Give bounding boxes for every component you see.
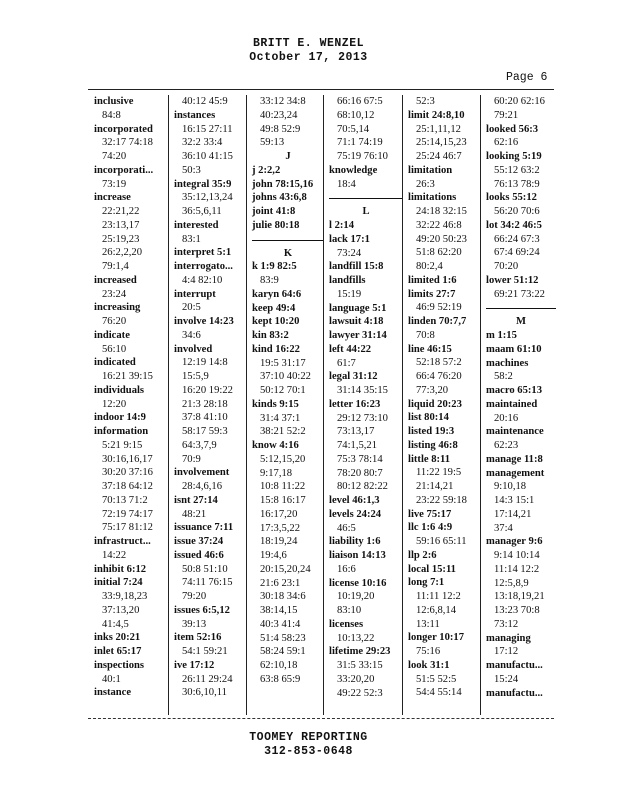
- index-page-refs: 54:1 59:21: [182, 646, 228, 657]
- index-entry: levels 24:24: [329, 508, 382, 520]
- index-page-refs: 9:14 10:14: [494, 550, 540, 561]
- index-column-3: [246, 95, 324, 715]
- index-entry: landfill 15:8: [329, 261, 384, 273]
- index-column-6: [480, 95, 556, 715]
- index-page-refs: 31:4 37:1: [260, 412, 301, 424]
- letter-heading: L: [362, 206, 370, 218]
- index-entry: involved: [174, 343, 213, 355]
- index-page-refs: 16:20 19:22: [182, 384, 233, 396]
- index-entry: interrogato...: [174, 261, 233, 272]
- index-page-refs: 49:22 52:3: [337, 687, 383, 699]
- index-page-refs: 70:8: [416, 329, 435, 341]
- letter-heading: M: [516, 316, 526, 328]
- index-entry: m 1:15: [486, 330, 517, 341]
- index-page-refs: 59:16 65:11: [416, 536, 467, 547]
- index-page-refs: 23:13,17: [102, 219, 140, 231]
- index-page-refs: 49:20 50:23: [416, 233, 467, 245]
- index-page-refs: 76:13 78:9: [494, 178, 540, 190]
- index-page-refs: 20:15,20,24: [260, 563, 311, 575]
- index-page-refs: 73:13,17: [337, 426, 375, 438]
- index-entry: issues 6:5,12: [174, 604, 230, 616]
- index-page-refs: 14:22: [102, 549, 127, 561]
- index-page-refs: 41:4,5: [102, 618, 129, 630]
- index-page-refs: 33:20,20: [337, 673, 375, 685]
- index-entry: license 10:16: [329, 577, 387, 589]
- index-page-refs: 32:22 46:8: [416, 219, 462, 231]
- index-page-refs: 52:3: [416, 96, 435, 107]
- index-entry: language 5:1: [329, 302, 387, 314]
- index-entry: johns 43:6,8: [252, 192, 307, 204]
- index-page-refs: 62:23: [494, 440, 519, 451]
- index-page-refs: 37:10 40:22: [260, 371, 311, 383]
- index-entry: issue 37:24: [174, 536, 224, 547]
- index-page-refs: 70:5,14: [337, 123, 370, 135]
- index-page-refs: 30:16,16,17: [102, 453, 153, 465]
- index-column-4: [323, 95, 403, 715]
- index-page-refs: 75:17 81:12: [102, 522, 153, 534]
- letter-heading: J: [285, 151, 291, 162]
- index-page-refs: 61:7: [337, 357, 356, 369]
- index-page-refs: 31:14 35:15: [337, 385, 388, 396]
- index-entry: infrastruct...: [94, 536, 151, 547]
- index-page-refs: 78:20 80:7: [337, 467, 383, 479]
- index-page-refs: 20:5: [182, 302, 201, 314]
- index-page-refs: 58:17 59:3: [182, 426, 228, 437]
- index-entry: live 75:17: [408, 508, 452, 520]
- index-entry: inspections: [94, 659, 145, 671]
- index-page-refs: 76:20: [102, 316, 127, 327]
- index-page-refs: 70:9: [182, 453, 201, 465]
- index-page-refs: 55:12 63:2: [494, 164, 540, 176]
- index-page-refs: 5:21 9:15: [102, 439, 143, 451]
- index-page-refs: 11:22 19:5: [416, 467, 462, 479]
- index-page-refs: 12:20: [102, 398, 127, 410]
- index-page-refs: 22:21,22: [102, 206, 140, 217]
- index-page-refs: 26:2,2,20: [102, 247, 143, 259]
- index-page-refs: 4:4 82:10: [182, 274, 223, 286]
- index-page-refs: 70:13 71:2: [102, 494, 148, 506]
- index-entry: llp 2:6: [408, 549, 437, 561]
- index-entry: liability 1:6: [329, 536, 381, 548]
- index-entry: legal 31:12: [329, 371, 378, 383]
- index-page-refs: 50:3: [182, 164, 201, 176]
- index-entry: linden 70:7,7: [408, 316, 467, 327]
- index-page-refs: 36:10 41:15: [182, 151, 233, 162]
- index-page-refs: 29:12 73:10: [337, 412, 388, 424]
- index-page-refs: 16:6: [337, 563, 356, 575]
- index-entry: issued 46:6: [174, 549, 224, 561]
- index-page-refs: 10:8 11:22: [260, 481, 306, 493]
- page-number: Page 6: [506, 71, 548, 84]
- section-rule: [252, 233, 324, 241]
- index-page-refs: 66:24 67:3: [494, 233, 540, 245]
- index-page-refs: 51:8 62:20: [416, 247, 462, 259]
- index-entry: knowledge: [329, 164, 378, 176]
- index-page-refs: 56:10: [102, 343, 127, 355]
- index-page-refs: 49:8 52:9: [260, 123, 301, 135]
- index-entry: kept 10:20: [252, 316, 300, 328]
- index-page-refs: 23:24: [102, 288, 127, 300]
- index-page-refs: 62:10,18: [260, 660, 298, 671]
- index-page-refs: 17:12: [494, 646, 519, 658]
- index-page-refs: 26:3: [416, 178, 435, 190]
- index-entry: involve 14:23: [174, 316, 234, 327]
- index-page-refs: 17:14,21: [494, 508, 532, 520]
- index-page-refs: 14:3 15:1: [494, 495, 535, 506]
- index-page-refs: 25:24 46:7: [416, 151, 462, 162]
- index-page-refs: 10:19,20: [337, 591, 375, 603]
- index-entry: inlet 65:17: [94, 646, 142, 657]
- index-page-refs: 73:19: [102, 178, 127, 190]
- index-page-refs: 63:8 65:9: [260, 673, 301, 685]
- index-page-refs: 79:20: [182, 591, 207, 602]
- index-entry: letter 16:23: [329, 398, 381, 410]
- index-page-refs: 12:19 14:8: [182, 357, 228, 369]
- index-entry: line 46:15: [408, 343, 452, 355]
- index-entry: instances: [174, 109, 216, 121]
- index-entry: looked 56:3: [486, 123, 539, 135]
- index-entry: inks 20:21: [94, 632, 141, 644]
- index-page-refs: 17:3,5,22: [260, 522, 301, 534]
- index-page-refs: 83:9: [260, 275, 279, 286]
- index-entry: item 52:16: [174, 632, 222, 644]
- index-entry: list 80:14: [408, 412, 449, 424]
- index-entry: licenses: [329, 618, 364, 630]
- index-entry: incorporati...: [94, 164, 154, 176]
- index-page-refs: 35:12,13,24: [182, 192, 233, 204]
- index-page-refs: 69:21 73:22: [494, 288, 545, 300]
- index-page-refs: 40:23,24: [260, 109, 298, 121]
- index-page-refs: 9:17,18: [260, 467, 293, 479]
- index-entry: listed 19:3: [408, 426, 455, 437]
- index-page-refs: 75:19 76:10: [337, 151, 388, 162]
- index-entry: integral 35:9: [174, 178, 232, 190]
- index-entry: increase: [94, 192, 131, 204]
- index-entry: lawyer 31:14: [329, 330, 387, 341]
- index-entry: inhibit 6:12: [94, 563, 147, 575]
- index-page-refs: 15:24: [494, 673, 519, 685]
- index-page-refs: 75:3 78:14: [337, 453, 383, 465]
- index-entry: maam 61:10: [486, 343, 542, 355]
- index-page-refs: 30:18 34:6: [260, 591, 306, 603]
- index-entry: individuals: [94, 384, 145, 396]
- index-page-refs: 48:21: [182, 508, 207, 520]
- index-page-refs: 38:14,15: [260, 605, 298, 616]
- index-page-refs: 19:5 31:17: [260, 357, 306, 369]
- index-entry: llc 1:6 4:9: [408, 522, 453, 534]
- index-entry: indicate: [94, 329, 130, 341]
- index-entry: initial 7:24: [94, 577, 143, 589]
- index-page-refs: 77:3,20: [416, 384, 449, 396]
- index-entry: machines: [486, 357, 529, 369]
- index-page-refs: 37:4: [494, 522, 513, 534]
- index-entry: limitations: [408, 192, 457, 204]
- index-entry: information: [94, 426, 149, 437]
- index-page-refs: 84:8: [102, 109, 121, 121]
- index-page-refs: 39:13: [182, 618, 207, 630]
- index-page-refs: 13:23 70:8: [494, 605, 540, 616]
- deponent-name: BRITT E. WENZEL: [252, 37, 365, 50]
- index-entry: listing 46:8: [408, 439, 458, 451]
- index-entry: left 44:22: [329, 343, 372, 355]
- index-entry: little 8:11: [408, 453, 451, 465]
- index-page-refs: 12:6,8,14: [416, 604, 457, 616]
- index-page-refs: 24:18 32:15: [416, 206, 467, 217]
- index-page-refs: 25:1,11,12: [416, 123, 461, 135]
- index-entry: liquid 20:23: [408, 398, 462, 410]
- index-page-refs: 56:20 70:6: [494, 206, 540, 217]
- index-page-refs: 5:12,15,20: [260, 453, 306, 465]
- index-entry: manage 11:8: [486, 453, 543, 465]
- index-page-refs: 75:16: [416, 646, 441, 657]
- index-page-refs: 46:9 52:19: [416, 302, 462, 314]
- index-entry: isnt 27:14: [174, 494, 218, 506]
- index-page-refs: 13:11: [416, 618, 440, 630]
- index-entry: lack 17:1: [329, 233, 370, 245]
- index-page-refs: 46:5: [337, 522, 356, 534]
- index-page-refs: 23:22 59:18: [416, 494, 467, 506]
- index-page-refs: 15:19: [337, 288, 362, 300]
- index-entry: interrupt: [174, 288, 216, 300]
- index-entry: maintained: [486, 398, 538, 410]
- index-entry: k 1:9 82:5: [252, 261, 297, 273]
- index-entry: incorporated: [94, 123, 153, 135]
- index-page-refs: 31:5 33:15: [337, 660, 383, 671]
- index-column-2: [168, 95, 248, 715]
- index-page-refs: 34:6: [182, 329, 201, 341]
- index-entry: julie 80:18: [252, 219, 300, 231]
- index-page-refs: 16:21 39:15: [102, 371, 153, 382]
- index-page-refs: 70:20: [494, 261, 519, 272]
- index-page-refs: 64:3,7,9: [182, 439, 217, 451]
- index-entry: limits 27:7: [408, 288, 456, 300]
- index-entry: keep 49:4: [252, 302, 296, 314]
- index-page-refs: 60:20 62:16: [494, 96, 545, 107]
- index-entry: j 2:2,2: [252, 164, 281, 176]
- index-page-refs: 74:1,5,21: [337, 440, 378, 451]
- index-entry: liaison 14:13: [329, 550, 386, 561]
- index-entry: interpret 5:1: [174, 247, 232, 259]
- index-page-refs: 30:20 37:16: [102, 467, 153, 479]
- index-page-refs: 40:12 45:9: [182, 96, 228, 107]
- deposition-date: October 17, 2013: [249, 51, 368, 64]
- index-page-refs: 52:18 57:2: [416, 357, 462, 369]
- index-page-refs: 26:11 29:24: [182, 673, 233, 685]
- index-entry: ive 17:12: [174, 659, 215, 671]
- index-entry: long 7:1: [408, 577, 445, 589]
- index-entry: involvement: [174, 467, 230, 479]
- index-entry: manager 9:6: [486, 536, 543, 548]
- index-page-refs: 54:4 55:14: [416, 687, 462, 699]
- index-page-refs: 73:24: [337, 247, 362, 259]
- index-page-refs: 10:13,22: [337, 632, 375, 644]
- index-page-refs: 72:19 74:17: [102, 508, 153, 520]
- index-page-refs: 36:5,6,11: [182, 206, 222, 217]
- index-entry: landfills: [329, 275, 366, 286]
- index-page-refs: 51:4 58:23: [260, 632, 306, 644]
- index-page-refs: 12:5,8,9: [494, 577, 529, 589]
- index-entry: inclusive: [94, 96, 134, 107]
- index-entry: instance: [94, 687, 132, 699]
- index-page-refs: 9:10,18: [494, 481, 527, 493]
- index-page-refs: 37:13,20: [102, 604, 140, 616]
- footer-company: TOOMEY REPORTING: [249, 731, 368, 744]
- index-page-refs: 21:3 28:18: [182, 398, 228, 410]
- index-entry: karyn 64:6: [252, 288, 302, 300]
- index-page-refs: 59:13: [260, 137, 285, 149]
- index-page-refs: 33:9,18,23: [102, 591, 148, 602]
- index-page-refs: 16:15 27:11: [182, 123, 233, 135]
- index-page-refs: 58:24 59:1: [260, 646, 306, 658]
- index-entry: kinds 9:15: [252, 398, 299, 410]
- index-page-refs: 32:17 74:18: [102, 137, 153, 149]
- index-page-refs: 25:19,23: [102, 233, 140, 245]
- index-page-refs: 13:18,19,21: [494, 591, 545, 603]
- index-entry: know 4:16: [252, 440, 299, 451]
- index-entry: look 31:1: [408, 659, 450, 671]
- index-page-refs: 30:6,10,11: [182, 687, 227, 699]
- index-page-refs: 66:4 76:20: [416, 371, 462, 382]
- index-page-refs: 37:8 41:10: [182, 412, 228, 424]
- index-entry: indoor 14:9: [94, 412, 146, 424]
- index-page-refs: 58:2: [494, 371, 513, 383]
- index-page-refs: 28:4,6,16: [182, 481, 223, 492]
- word-index: [88, 89, 554, 719]
- index-page-refs: 20:16: [494, 412, 519, 424]
- index-page-refs: 21:6 23:1: [260, 577, 301, 589]
- index-entry: maintenance: [486, 426, 544, 438]
- index-page-refs: 79:1,4: [102, 261, 129, 272]
- index-page-refs: 74:11 76:15: [182, 577, 233, 589]
- index-page-refs: 73:12: [494, 618, 519, 630]
- index-page-refs: 71:1 74:19: [337, 137, 383, 149]
- index-entry: local 15:11: [408, 563, 456, 575]
- index-page-refs: 62:16: [494, 137, 519, 149]
- index-entry: joint 41:8: [252, 206, 296, 217]
- index-entry: macro 65:13: [486, 385, 542, 396]
- index-entry: looks 55:12: [486, 192, 537, 204]
- index-page-refs: 51:5 52:5: [416, 673, 457, 685]
- index-column-1: [94, 95, 166, 715]
- index-page-refs: 83:1: [182, 233, 201, 245]
- index-page-refs: 32:2 33:4: [182, 137, 223, 149]
- index-entry: longer 10:17: [408, 632, 465, 644]
- index-page-refs: 11:14 12:2: [494, 563, 540, 575]
- index-page-refs: 11:11 12:2: [416, 591, 461, 602]
- index-page-refs: 74:20: [102, 151, 127, 162]
- index-entry: increased: [94, 274, 137, 286]
- footer-phone: 312-853-0648: [264, 745, 353, 758]
- index-entry: management: [486, 467, 545, 479]
- index-page-refs: 33:12 34:8: [260, 96, 306, 107]
- index-page-refs: 15:5,9: [182, 371, 209, 382]
- index-entry: limitation: [408, 164, 453, 176]
- index-entry: manufactu...: [486, 660, 543, 671]
- index-entry: indicated: [94, 357, 136, 369]
- section-rule: [486, 301, 556, 309]
- index-page-refs: 21:14,21: [416, 481, 454, 492]
- index-page-refs: 80:2,4: [416, 261, 443, 272]
- index-page-refs: 25:14,15,23: [416, 137, 467, 149]
- index-entry: kin 83:2: [252, 330, 289, 341]
- index-page-refs: 83:10: [337, 605, 362, 616]
- index-entry: managing: [486, 632, 531, 644]
- index-entry: john 78:15,16: [252, 178, 314, 190]
- index-entry: issuance 7:11: [174, 522, 234, 534]
- section-rule: [329, 191, 403, 199]
- index-page-refs: 50:12 70:1: [260, 385, 306, 396]
- index-entry: l 2:14: [329, 220, 355, 231]
- index-entry: lawsuit 4:18: [329, 316, 384, 328]
- index-page-refs: 80:12 82:22: [337, 481, 388, 493]
- index-entry: kind 16:22: [252, 343, 300, 355]
- index-page-refs: 19:4,6: [260, 550, 287, 561]
- index-page-refs: 38:21 52:2: [260, 426, 306, 438]
- index-entry: lower 51:12: [486, 274, 539, 286]
- index-entry: limited 1:6: [408, 274, 457, 286]
- letter-heading: K: [283, 247, 293, 259]
- index-page-refs: 68:10,12: [337, 109, 375, 121]
- index-page-refs: 67:4 69:24: [494, 247, 540, 259]
- index-page-refs: 66:16 67:5: [337, 96, 383, 107]
- index-entry: lot 34:2 46:5: [486, 219, 542, 231]
- index-entry: level 46:1,3: [329, 495, 380, 506]
- index-entry: manufactu...: [486, 687, 543, 699]
- index-page-refs: 40:1: [102, 673, 121, 685]
- index-column-5: [402, 95, 480, 715]
- index-entry: limit 24:8,10: [408, 109, 465, 121]
- index-page-refs: 18:4: [337, 178, 356, 190]
- index-entry: looking 5:19: [486, 151, 542, 162]
- index-page-refs: 40:3 41:4: [260, 618, 301, 630]
- index-entry: increasing: [94, 302, 141, 314]
- index-page-refs: 37:18 64:12: [102, 481, 153, 492]
- index-entry: lifetime 29:23: [329, 646, 391, 658]
- index-page-refs: 16:17,20: [260, 508, 298, 520]
- index-page-refs: 79:21: [494, 109, 519, 121]
- index-page-refs: 18:19,24: [260, 536, 298, 548]
- index-page-refs: 50:8 51:10: [182, 563, 228, 575]
- index-entry: interested: [174, 219, 219, 231]
- index-page-refs: 15:8 16:17: [260, 495, 306, 506]
